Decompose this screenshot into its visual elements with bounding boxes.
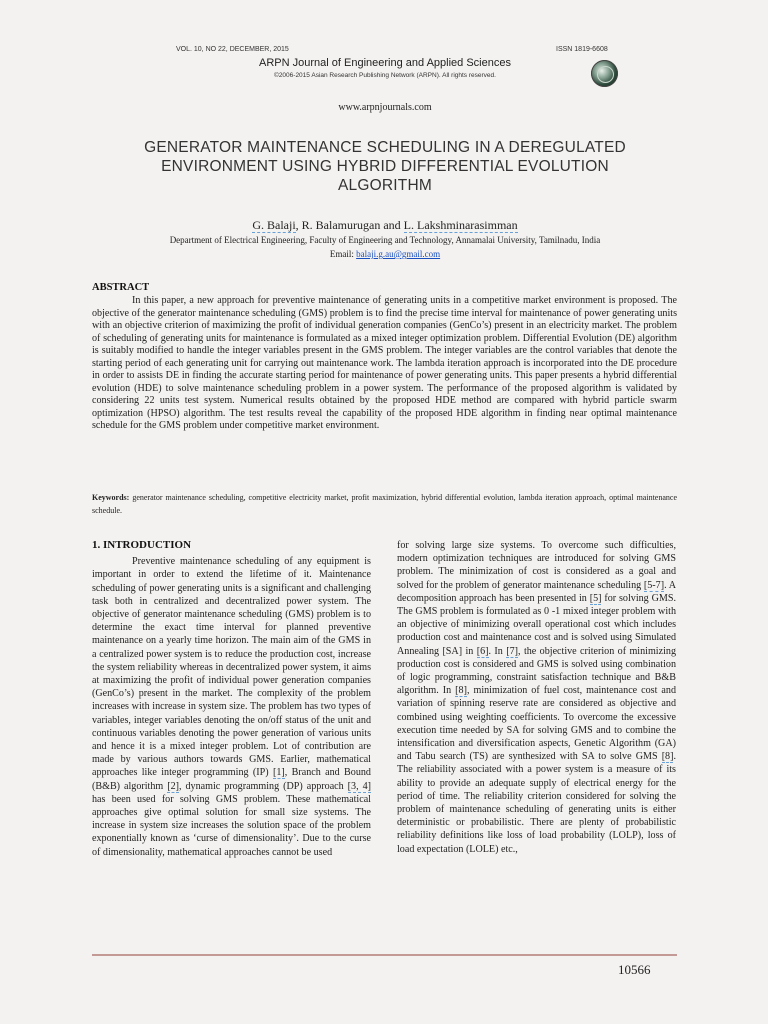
volume-info: VOL. 10, NO 22, DECEMBER, 2015	[176, 46, 289, 53]
author-link[interactable]: L. Lakshminarasimman	[403, 218, 518, 232]
body-text: . A decomposition approach has been presented in	[397, 579, 677, 604]
body-paragraph	[397, 539, 676, 856]
title-line: ENVIRONMENT USING HYBRID DIFFERENTIAL EVOLUTION	[161, 158, 609, 175]
journal-name: ARPN Journal of Engineering and Applied Sciences	[259, 57, 511, 69]
affiliation: Department of Electrical Engineering, Faculty of Engineering and Technology, Annamalai University, Tamilnadu, India	[169, 235, 601, 245]
citation-link[interactable]: [8]	[661, 751, 674, 763]
column-right	[397, 539, 676, 856]
citation-link[interactable]: [5-7]	[643, 579, 665, 591]
body-text: for solving GMS. The GMS problem is formulated as 0 -1 mixed integer problem with an objective of minimizing overall operational cost which includes production cost and maintenance cost and is solved using Simulated Annealing [SA] in	[397, 592, 676, 657]
body-text: . In	[488, 645, 507, 657]
author-link[interactable]: G. Balaji	[252, 218, 296, 232]
email-link[interactable]: balaji.g.au@gmail.com	[356, 249, 441, 259]
issn: ISSN 1819-6608	[556, 46, 608, 53]
body-text: , minimization of fuel cost, maintenance cost and variation of spinning reserve rate are considered as objective and combined using weighting coefficients. To overcome the excessive execution time needed by SA for solving GMS and to combine the intensification and diversification aspects, Genetic Algorithm (GA) and Tabu search (TS) are synthesized with SA to solve GMS	[397, 685, 676, 763]
keywords-text: generator maintenance scheduling, competitive electricity market, profit maximization, hybrid differential evolution, lambda iteration approach, optimal maintenance schedule.	[92, 493, 677, 515]
page-number: 10566	[618, 962, 651, 977]
abstract-paragraph: In this paper, a new approach for preventive maintenance of generating units in a competitive market environment is proposed. The objective of the generator maintenance scheduling (GMS) problem is to find the precise time interval for maintenance of power generating units with an objective criterion of maximizing the profit of individual generation companies (GenCo’s) present in an electricity market. The problem of scheduling of generating units for maintenance is formulated as a mixed integer optimization problem. Differential Evolution (DE) algorithm is suitably modified to handle the integer variables present in the GMS problem. The integer variables are the control variables that denote the starting period of each generating unit for carrying out maintenance work. The lambda iteration approach is incorporated into the DE procedure in order to assists DE in finding the accurate starting period for maintenance of power generating units. This paper presents a hybrid differential evolution (HDE) to solve maintenance scheduling problem in a power system. The performance of the proposed algorithm is validated by considering 22 units test system. Numerical results obtained by the proposed HDE method are compared with hybrid particle swarm optimization (HPSO) algorithm. The test results reveal the capability of the proposed HDE algorithm in finding near optimal maintenance schedule for the GMS problem under competitive market environment.	[92, 295, 677, 431]
body-text: , Branch and Bound (B&B) algorithm	[92, 767, 371, 792]
footer-divider	[92, 954, 677, 956]
author-text: , R. Balamurugan and	[295, 218, 404, 232]
email-label: Email:	[329, 249, 357, 259]
section-heading: 1. INTRODUCTION	[92, 539, 192, 551]
paper-title	[90, 138, 680, 195]
body-text: Preventive maintenance scheduling of any equipment is important in order to extend the lifetime of it. Maintenance scheduling of power generating units is a significant and challenging task both in centralized and decentralized power system. The objective of generator maintenance scheduling (GMS) problem is to determine the exact time interval for planned preventive maintenance on a yearly time horizon. The main aim of the GMS in a centralized power system is to reduce the production cost, increase the system reliability whereas in decentralized power system, it aims at maximizing the profit of individual power generation companies (GenCo’s) present in the market. The complexity of the problem increases with increase in system size. The problem has two types of variables, integer variables denoting the on/off status of the unit and continuous variables denoting the power generation of various units and hence it is a mixed integer problem. Lot of contribution are made by various authors towards GMS. Earlier, mathematical approaches like integer programming (IP)	[92, 556, 371, 779]
body-text: . The reliability associated with a power system is a measure of its ability to provide an adequate supply of electrical energy for the period of time. The reliability criterion considered for solving the problem of maintenance scheduling of generating units is either deterministic or probabilistic. There are plenty of probabilistic reliability definitions like loss of load probability (LOLP), loss of load expectation (LOLE) etc.,	[397, 751, 676, 855]
abstract-heading: ABSTRACT	[92, 282, 150, 293]
copyright-notice: ©2006-2015 Asian Research Publishing Network (ARPN). All rights reserved.	[274, 72, 496, 79]
author-list	[90, 218, 680, 233]
journal-url[interactable]: www.arpnjournals.com	[338, 102, 432, 113]
keywords-label: Keywords:	[92, 493, 130, 502]
keywords	[92, 492, 677, 517]
citation-link[interactable]: [7]	[506, 645, 519, 657]
journal-logo-globe-icon	[591, 60, 618, 87]
body-text: has been used for solving GMS problem. These mathematical approaches give optimal solution for small size systems. The increase in system size increases the solution space of the problem exponentially known as ‘curse of dimensionality’. Due to the curse of dimensionality, mathematical approaches cannot be used	[92, 793, 371, 858]
body-text: for solving large size systems. To overcome such difficulties, modern optimization techniques are introduced for solving GMS problem. The minimization of cost is considered as a goal and solved for the problem of generator maintenance scheduling	[397, 540, 676, 591]
email-line	[90, 249, 680, 259]
citation-link[interactable]: [5]	[589, 592, 602, 604]
column-left	[92, 539, 371, 859]
body-text: , the objective criterion of minimizing production cost is considered and GMS is solved using combination of logic programming, constraint satisfaction technique and B&B algorithm. In	[397, 645, 676, 697]
title-line: ALGORITHM	[338, 177, 432, 194]
citation-link[interactable]: [1]	[272, 767, 285, 779]
citation-link[interactable]: [2]	[167, 780, 179, 792]
title-line: GENERATOR MAINTENANCE SCHEDULING IN A DEREGULATED	[144, 139, 626, 156]
body-text: , dynamic programming (DP) approach	[179, 780, 348, 792]
citation-link[interactable]: [6]	[476, 645, 489, 657]
citation-link[interactable]: [8]	[455, 685, 467, 697]
body-paragraph	[92, 555, 371, 859]
abstract-body	[92, 295, 677, 433]
citation-link[interactable]: [3, 4]	[347, 780, 371, 792]
